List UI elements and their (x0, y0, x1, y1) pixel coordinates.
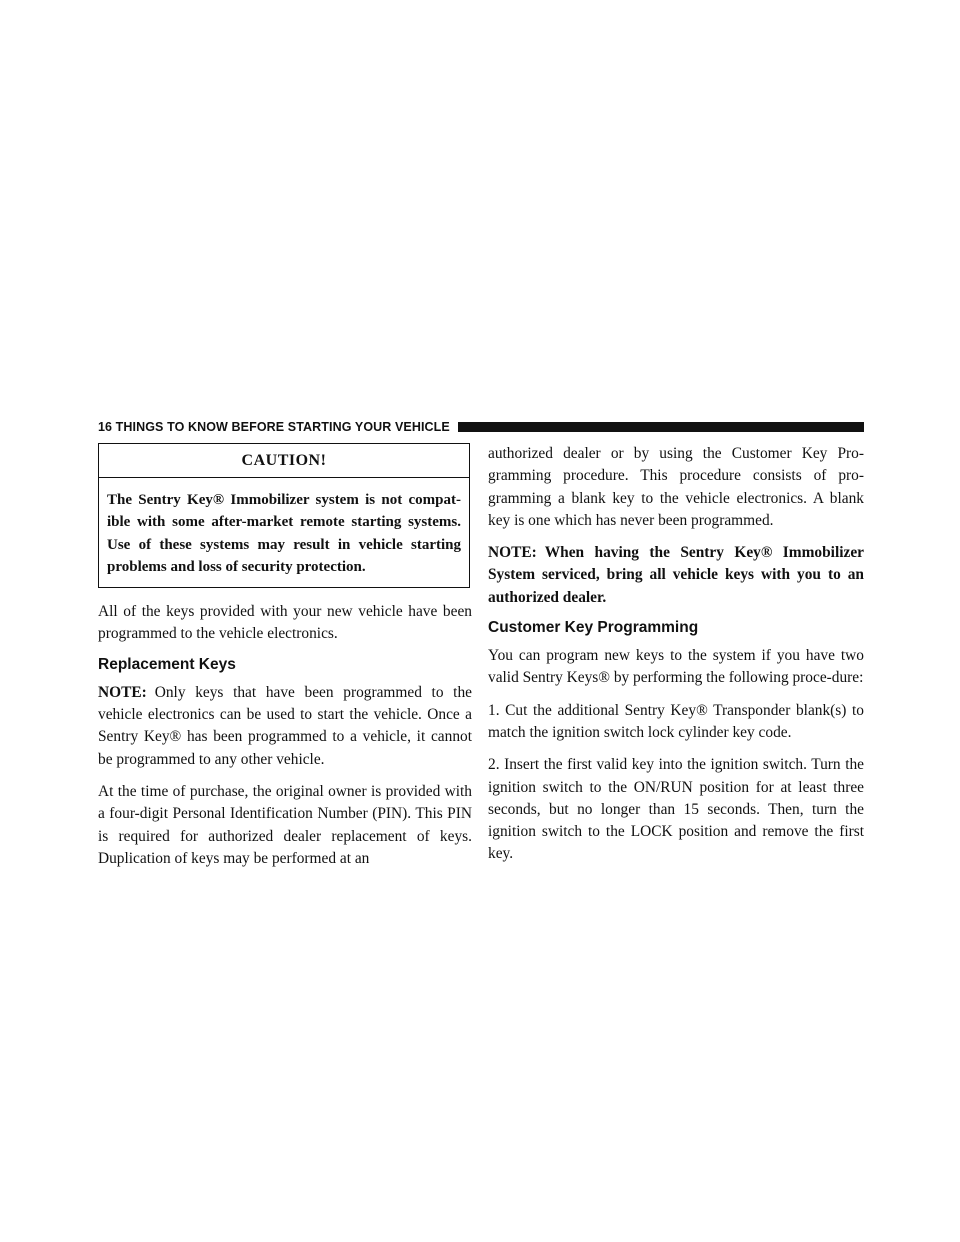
replacement-keys-heading: Replacement Keys (98, 655, 236, 673)
step-1-paragraph: 1. Cut the additional Sentry Key® Transponder blank(s) to match the ignition switch lock cylinder key code. (488, 701, 864, 741)
authorized-dealer-paragraph: authorized dealer or by using the Customer Key Pro-gramming procedure. This procedure consists of pro-gramming a blank key to the vehicle electronics. A blank key is one which has never been programmed. (488, 445, 864, 529)
left-column (98, 443, 472, 870)
pin-paragraph: At the time of purchase, the original owner is provided with a four-digit Personal Identification Number (PIN). This PIN is required for authorized dealer replacement of keys. Duplication of keys may be performed at an (98, 782, 472, 867)
note-label: NOTE: (98, 683, 147, 701)
note-service-text: When having the Sentry Key® Immobilizer System serviced, bring all vehicle keys with you to an authorized dealer. (488, 544, 864, 606)
caution-title: CAUTION! (99, 444, 469, 478)
right-column (488, 443, 864, 866)
keys-programmed-paragraph: All of the keys provided with your new vehicle have been programmed to the vehicle electronics. (98, 603, 472, 643)
header-rule (458, 422, 864, 432)
page-header-text: 16 THINGS TO KNOW BEFORE STARTING YOUR VEHICLE (98, 420, 450, 434)
program-intro-paragraph: You can program new keys to the system if you have two valid Sentry Keys® by performing the following proce-dure: (488, 647, 864, 687)
step-2-paragraph: 2. Insert the first valid key into the ignition switch. Turn the ignition switch to the ON/RUN position for at least three seconds, but no longer than 15 seconds. Then, turn the ignition switch to the LOCK position and remove the first key. (488, 756, 864, 863)
note-label: NOTE: (488, 544, 537, 562)
note-service-paragraph (488, 542, 864, 609)
note-replacement-text: Only keys that have been programmed to the vehicle electronics can be used to start the vehicle. Once a Sentry Key® has been programmed to a vehicle, it cannot be programmed to any other vehicle. (98, 683, 472, 768)
customer-key-programming-heading: Customer Key Programming (488, 619, 699, 637)
page-header (98, 419, 864, 435)
caution-box (98, 443, 470, 588)
note-replacement-paragraph (98, 682, 472, 771)
caution-body: The Sentry Key® Immobilizer system is not compat-ible with some after-market remote starting systems. Use of these systems may result in vehicle starting problems and loss of security protection. (107, 492, 461, 575)
